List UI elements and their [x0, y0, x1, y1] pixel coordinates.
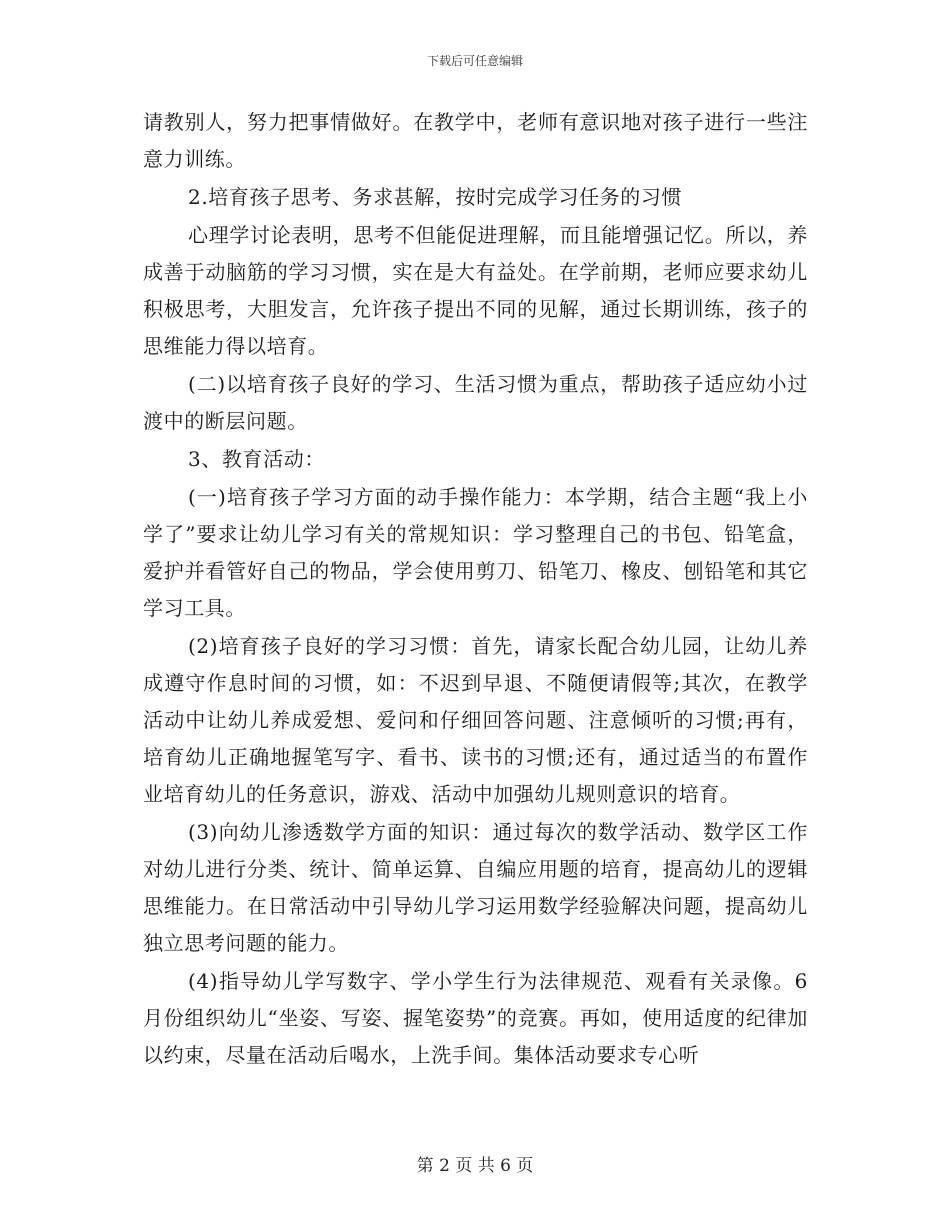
- paragraph-2: 2.培育孩子思考、务求甚解，按时完成学习任务的习惯: [188, 185, 683, 209]
- document-body: [143, 104, 808, 1075]
- paragraph-3: 心理学讨论表明，思考不但能促进理解，而且能增强记忆。所以，养成善于动脑筋的学习习惯，实在是大有益处。在学前期，老师应要求幼儿积极思考，大胆发言，允许孩子提出不同的见解，通过长期训练，孩子的思维能力得以培育。: [143, 223, 808, 358]
- paragraph-1: 请教别人，努力把事情做好。在教学中，老师有意识地对孩子进行一些注意力训练。: [143, 110, 808, 171]
- paragraph-9: (4)指导幼儿学写数字、学小学生行为法律规范、观看有关录像。6月份组织幼儿“坐姿、写姿、握笔姿势”的竞赛。再如，使用适度的纪律加以约束，尽量在活动后喝水，上洗手间。集体活动要求专心听: [143, 969, 808, 1067]
- page-footer: 第 2 页 共 6 页: [416, 1156, 534, 1176]
- page-header: 下载后可任意编辑: [426, 54, 523, 68]
- paragraph-8: (3)向幼儿渗透数学方面的知识：通过每次的数学活动、数学区工作对幼儿进行分类、统计、简单运算、自编应用题的培育，提高幼儿的逻辑思维能力。在日常活动中引导幼儿学习运用数学经验解决问题，提高幼儿独立思考问题的能力。: [143, 820, 808, 955]
- paragraph-6: (一)培育孩子学习方面的动手操作能力：本学期，结合主题“我上小学了”要求让幼儿学习有关的常规知识：学习整理自己的书包、铅笔盒，爱护并看管好自己的物品，学会使用剪刀、铅笔刀、橡皮、刨铅笔和其它学习工具。: [143, 485, 808, 620]
- paragraph-5: 3、教育活动：: [188, 447, 325, 471]
- paragraph-4: (二)以培育孩子良好的学习、生活习惯为重点，帮助孩子适应幼小过渡中的断层问题。: [143, 372, 808, 433]
- paragraph-7: (2)培育孩子良好的学习习惯：首先，请家长配合幼儿园，让幼儿养成遵守作息时间的习惯，如：不迟到早退、不随便请假等;其次，在教学活动中让幼儿养成爱想、爱问和仔细回答问题、注意倾听的习惯;再有，培育幼儿正确地握笔写字、看书、读书的习惯;还有，通过适当的布置作业培育幼儿的任务意识，游戏、活动中加强幼儿规则意识的培育。: [143, 634, 808, 806]
